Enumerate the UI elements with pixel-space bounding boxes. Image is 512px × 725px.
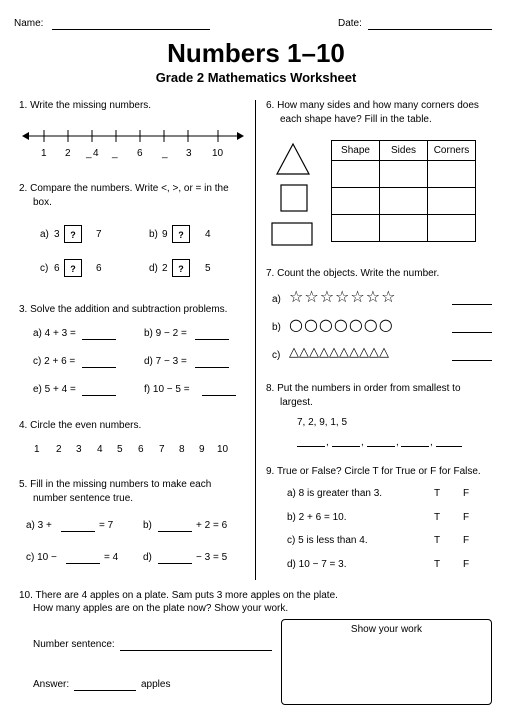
number-sentence-label: Number sentence: — [33, 639, 115, 650]
q3e-label: e) 5 + 4 = — [33, 384, 76, 395]
tick-label-6: 6 — [137, 148, 143, 159]
shape-table — [331, 140, 476, 242]
q5b-blank[interactable] — [158, 531, 192, 532]
q6-prompt-line1: 6. How many sides and how many corners does — [266, 100, 479, 111]
q9a-true[interactable]: T — [434, 488, 441, 499]
answer-label: Answer: — [33, 679, 70, 690]
table-row — [332, 188, 476, 215]
q6-prompt-line2: each shape have? Fill in the table. — [280, 114, 432, 125]
q2a-box[interactable]: ? — [64, 225, 82, 243]
q5a-label: a) 3 + — [26, 520, 52, 531]
even-number-10[interactable]: 10 — [217, 444, 229, 455]
work-box-label: Show your work — [350, 624, 423, 635]
even-number-3[interactable]: 3 — [76, 444, 82, 455]
triangle-icon — [277, 144, 309, 174]
q9c-text: c) 5 is less than 4. — [287, 535, 368, 546]
q5d-blank[interactable] — [158, 563, 192, 564]
table-header-corners: Corners — [428, 141, 476, 161]
q5d-eq: − 3 = 5 — [196, 552, 228, 563]
tick-blank-1[interactable]: _ — [86, 148, 92, 159]
q8-prompt-line1: 8. Put the numbers in order from smallest to — [266, 383, 461, 394]
tick-label-2: 2 — [65, 148, 71, 159]
q2b-box[interactable]: ? — [172, 225, 190, 243]
q3a-answer[interactable] — [82, 339, 116, 340]
q9b-text: b) 2 + 6 = 10. — [287, 512, 347, 523]
q5c-blank[interactable] — [66, 563, 100, 564]
q2d-left: 2 — [162, 263, 168, 274]
q7a-label: a) — [272, 294, 281, 305]
q3b-label: b) 9 − 2 = — [144, 328, 187, 339]
q3c-answer[interactable] — [82, 367, 116, 368]
answer-unit: apples — [141, 679, 171, 690]
even-number-2[interactable]: 2 — [56, 444, 62, 455]
even-number-4[interactable]: 4 — [97, 444, 103, 455]
q9c-true[interactable]: T — [434, 535, 441, 546]
q7c-answer[interactable] — [452, 360, 492, 361]
q2c-left: 6 — [54, 263, 60, 274]
q10-prompt-line1: 10. There are 4 apples on a plate. Sam puts 3 more apples on the plate. — [19, 590, 338, 601]
circle-icons: ○○○○○○○ — [289, 315, 394, 334]
square-icon — [281, 185, 307, 211]
q5c-label: c) 10 − — [26, 552, 57, 563]
q5c-eq: = 4 — [104, 552, 119, 563]
q2c-right: 6 — [96, 263, 102, 274]
q7c-label: c) — [272, 350, 281, 361]
date-field[interactable] — [368, 29, 492, 30]
q2d-right: 5 — [205, 263, 211, 274]
shapes-column — [270, 140, 316, 250]
q9a-false[interactable]: F — [463, 488, 470, 499]
q9c-false[interactable]: F — [463, 535, 470, 546]
table-row — [332, 161, 476, 188]
answer-field[interactable] — [74, 690, 136, 691]
q10-prompt-line2: How many apples are on the plate now? Show your work. — [33, 603, 289, 614]
q2d-label: d) — [149, 263, 158, 274]
q2a-right: 7 — [96, 229, 102, 240]
number-line — [22, 125, 244, 147]
q5b-eq: + 2 = 6 — [196, 520, 228, 531]
page-subtitle: Grade 2 Mathematics Worksheet — [155, 70, 357, 85]
table-row — [332, 215, 476, 242]
q2d-box[interactable]: ? — [172, 259, 190, 277]
work-box[interactable] — [281, 619, 492, 705]
q9a-text: a) 8 is greater than 3. — [287, 488, 383, 499]
even-number-9[interactable]: 9 — [199, 444, 205, 455]
q2-prompt-line1: 2. Compare the numbers. Write <, >, or = in the — [19, 183, 229, 194]
q9d-text: d) 10 − 7 = 3. — [287, 559, 347, 570]
even-number-8[interactable]: 8 — [179, 444, 185, 455]
q3-prompt: 3. Solve the addition and subtraction problems. — [19, 304, 228, 315]
q3d-label: d) 7 − 3 = — [144, 356, 187, 367]
q8-blank-1[interactable] — [297, 446, 325, 447]
q2c-label: c) — [40, 263, 49, 274]
table-header-sides: Sides — [380, 141, 428, 161]
q2b-label: b) — [149, 229, 158, 240]
q8-blank-4[interactable] — [401, 446, 429, 447]
q9d-false[interactable]: F — [463, 559, 470, 570]
q8-blank-2[interactable] — [332, 446, 360, 447]
table-header-shape: Shape — [332, 141, 380, 161]
q2b-left: 9 — [162, 229, 168, 240]
q7a-answer[interactable] — [452, 304, 492, 305]
tick-label-3: 3 — [186, 148, 192, 159]
q3f-label: f) 10 − 5 = — [144, 384, 190, 395]
name-label: Name: — [14, 18, 44, 29]
q8-numbers: 7, 2, 9, 1, 5 — [297, 417, 348, 428]
q3b-answer[interactable] — [195, 339, 229, 340]
q3d-answer[interactable] — [195, 367, 229, 368]
q8-blank-3[interactable] — [367, 446, 395, 447]
q9b-true[interactable]: T — [434, 512, 441, 523]
q3a-label: a) 4 + 3 = — [33, 328, 76, 339]
q5a-blank[interactable] — [61, 531, 95, 532]
tick-label-1: 1 — [41, 148, 47, 159]
q2c-box[interactable]: ? — [64, 259, 82, 277]
q9-prompt: 9. True or False? Circle T for True or F for False. — [266, 466, 481, 477]
tick-blank-2[interactable]: _ — [112, 148, 118, 159]
q4-prompt: 4. Circle the even numbers. — [19, 420, 142, 431]
q2-prompt-line2: box. — [33, 197, 52, 208]
page-title: Numbers 1–10 — [167, 38, 345, 68]
q1-prompt: 1. Write the missing numbers. — [19, 100, 152, 111]
q2b-right: 4 — [205, 229, 211, 240]
q9d-true[interactable]: T — [434, 559, 441, 570]
q5-prompt-line1: 5. Fill in the missing numbers to make each — [19, 479, 212, 490]
q9b-false[interactable]: F — [463, 512, 470, 523]
triangle-icons: △△△△△△△△△△ — [289, 345, 389, 360]
star-icons: ☆☆☆☆☆☆☆ — [289, 287, 397, 306]
q8-prompt-line2: largest. — [280, 397, 313, 408]
even-number-5[interactable]: 5 — [117, 444, 123, 455]
tick-label-4: 4 — [93, 148, 99, 159]
rectangle-icon — [272, 223, 312, 245]
q7b-label: b) — [272, 322, 281, 333]
column-divider — [255, 100, 256, 580]
even-number-7[interactable]: 7 — [159, 444, 165, 455]
q5-prompt-line2: number sentence true. — [33, 493, 134, 504]
q3f-answer[interactable] — [202, 395, 236, 396]
q2a-left: 3 — [54, 229, 60, 240]
q5a-eq: = 7 — [99, 520, 114, 531]
q7b-answer[interactable] — [452, 332, 492, 333]
q5b-label: b) — [143, 520, 152, 531]
date-label: Date: — [338, 18, 362, 29]
q3e-answer[interactable] — [82, 395, 116, 396]
tick-label-10: 10 — [212, 148, 224, 159]
q3c-label: c) 2 + 6 = — [33, 356, 76, 367]
name-field[interactable] — [52, 29, 210, 30]
even-number-1[interactable]: 1 — [34, 444, 40, 455]
number-sentence-field[interactable] — [120, 650, 272, 651]
q8-blank-5[interactable] — [436, 446, 462, 447]
q2a-label: a) — [40, 229, 49, 240]
q5d-label: d) — [143, 552, 152, 563]
q7-prompt: 7. Count the objects. Write the number. — [266, 268, 440, 279]
tick-blank-3[interactable]: _ — [162, 148, 168, 159]
even-number-6[interactable]: 6 — [138, 444, 144, 455]
